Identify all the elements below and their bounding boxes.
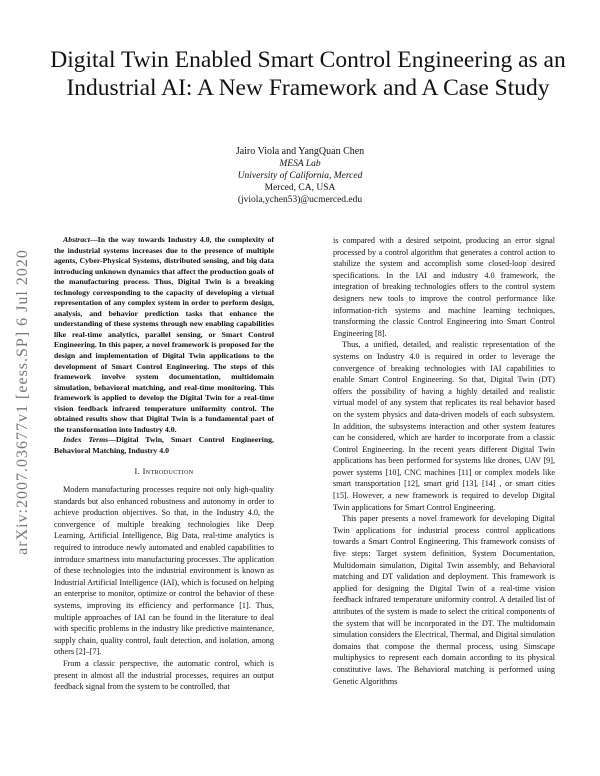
abstract-label: Abstract	[63, 235, 90, 244]
left-column	[54, 235, 274, 693]
author-lab: MESA Lab	[279, 159, 321, 169]
arxiv-identifier: arXiv:2007.03677v1 [eess.SP] 6 Jul 2020	[14, 249, 31, 555]
author-block	[150, 146, 450, 206]
paragraph: This paper presents a novel framework for developing Digital Twin applications for industrial process control applications towards a Smart Control Engineering. This framework consists of five steps: Target system definition, System Documentation, Multidomain simulation, Digital Twin assembly, and Behavioral matching and DT validation and deployment. This framework is applied for designing the Digital Twin of a real-time vision feedback infrared temperature uniformity control. A detailed list of attributes of the system is made to select the critical components of the system that will be incorporated in the DT. The multidomain simulation considers the Electrical, Thermal, and Digital simulation domains that compose the thermal process, using Simscape multiphysics to represent each domain according to its physical constitutive laws. The Behavioral matching is performed using Genetic Algorithms	[333, 514, 555, 686]
index-terms-label: Index Terms	[63, 435, 109, 445]
abstract-text: —In the way towards Industry 4.0, the complexity of the industrial systems increases due to the presence of multiple agents, Cyber-Physical Systems, distributed sensing, and big data introducing unknown dynamics that affect the production goals of the manufacturing process. Thus, Digital Twin is a breaking technology corresponding to the capacity of developing a virtual representation of any complex system in order to perform design, analysis, and behavior prediction tasks that enhance the understanding of these systems through new enabling capabilities like real-time analytics, parallel sensing, or Smart Control Engineering. In this paper, a novel framework is proposed for the design and implementation of Digital Twin applications to the development of Smart Control Engineering. The steps of this framework involve system documentation, multidomain simulation, behavioral matching, and real-time monitoring. This framework is applied to develop the Digital Twin for a real-time vision feedback infrared temperature uniformity control. The obtained results show that Digital Twin is a fundamental part of the transformation into Industry 4.0.	[54, 235, 274, 434]
abstract	[54, 235, 274, 435]
paragraph: From a classic perspective, the automatic control, which is present in almost all the industrial processes, requires an output feedback signal from the system to be controlled, that	[54, 658, 274, 692]
paper-title: Digital Twin Enabled Smart Control Engineering as an Industrial AI: A New Framework and A Case Study	[50, 47, 566, 101]
author-affiliation: University of California, Merced	[237, 171, 363, 181]
right-column	[333, 235, 555, 687]
index-terms	[54, 435, 274, 456]
author-names: Jairo Viola and YangQuan Chen	[235, 146, 365, 157]
index-terms-text: —Digital Twin, Smart Control Engineering, Behavioral Matching, Industry 4.0	[54, 435, 275, 455]
paragraph: Modern manufacturing processes require not only high-quality standards but also enhanced robustness and autonomy in order to achieve production objectives. So that, in the Industry 4.0, the convergence of multiple breaking technologies like Deep Learning, Artificial Intelligence, Big Data, real-time analytics is required to introduce newly automated and enabled capabilities to introduce smartness into manufacturing processes. The application of these technologies into the industrial environment is known as Industrial Artificial Intelligence (IAI), which is focused on helping an enterprise to monitor, optimize or control the behavior of these systems, improving its efficiency and performance [1]. Thus, multiple approaches of IAI can be found in the literature to deal with specific problems in the industry like predictive maintenance, supply chain, quality control, fault detection, and isolation, among others [2]–[7].	[54, 485, 274, 657]
paragraph: Thus, a unified, detailed, and realistic representation of the systems on Industry 4.0 is required in order to leverage the convergence of breaking technologies with IAI capabilities to enable Smart Control Engineering. So that, Digital Twin (DT) offers the possibility of having a highly detailed and realistic virtual model of any system that replicates its real behavior based on the system physics and data-driven models of each subsystem. In addition, the subsystems interaction and other system features can be considered, which are harder to incorporate from a classic Control Engineering. In the recent years different Digital Twin applications has been performed for systems like drones, UAV [9], power systems [10], CNC machines [11] or complex models like smart transportation [12], smart grid [13], [14] , or smart cities [15]. However, a new framework is required to develop Digital Twin applications for Smart Control Engineering.	[333, 340, 555, 512]
section-heading: I. Introduction	[134, 467, 194, 477]
paragraph: is compared with a desired setpoint, producing an error signal processed by a control algorithm that generates a control action to stabilize the system and accomplish some closed-loop desired specifications. In the IAI and industry 4.0 framework, the integration of breaking technologies offers to the control system designers new tools to improve the control performance like information-rich systems and machine learning techniques, transforming the classic Control Engineering into Smart Control Engineering [8].	[333, 236, 555, 338]
author-email: (jviola,ychen53)@ucmerced.edu	[237, 195, 363, 205]
author-location: Merced, CA, USA	[264, 183, 336, 193]
